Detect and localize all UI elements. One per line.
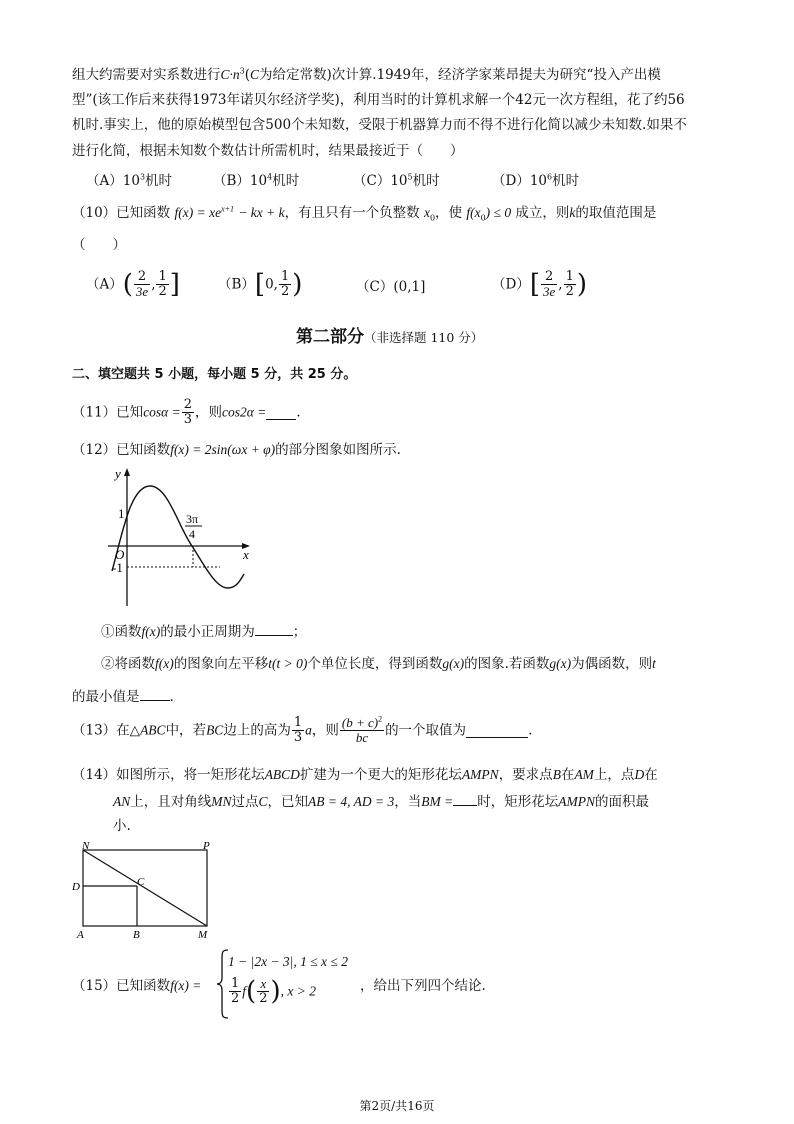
q13: （13）在△ABC中，若BC边上的高为 $\frac{1}{3}$ a，则 $\frac{(b + c)^2}{bc}$ 的一个取值为 . xyxy=(72,714,533,745)
q12-stem: （12）已知函数f(x) = 2sin(ωx + φ)的部分图象如图所示. xyxy=(72,442,401,458)
section2-title: 二、填空题共 5 小题，每小题 5 分，共 25 分。 xyxy=(72,367,357,382)
q12-sub2-line2: 的最小值是 . xyxy=(72,686,174,706)
page-footer: 第2页/共16页 xyxy=(359,1099,435,1113)
q11: （11）已知cosα = $\frac{2}{3}$ ，则cos2α = . xyxy=(72,397,301,427)
q12-sub2: ②将函数f(x)的图象向左平移t(t > 0)个单位长度，得到函数g(x)的图象.若函数g(x)为偶函数，则t xyxy=(101,656,656,672)
q10-stem: （10）已知函数 $f(x) = xe^{x+1}$ − kx + k，有且只有一个负整数 $x_0$，使 $f(x_0) \le 0$ 成立，则k的取值范围是 xyxy=(72,204,657,223)
q12-sub1: ①函数f(x)的最小正周期为 ； xyxy=(101,621,306,641)
q15-prefix: （15）已知函数f(x) = xyxy=(72,978,202,994)
label-C: C xyxy=(137,876,145,888)
q12-graph xyxy=(100,466,260,611)
neg-one-label: -1 xyxy=(112,560,123,575)
q14-line2: AN上，且对角线MN过点C，已知AB = 4, AD = 3，当BM = 时，矩形花坛AMPN的面积最 xyxy=(113,791,649,811)
q15-case2: $\frac{1}{2}$ f( $\frac{x}{2}$ ), x > 2 xyxy=(231,976,316,1007)
y-axis-arrow xyxy=(124,468,130,476)
q10-option-d: （D）[ $\frac{2}{3e}$ , $\frac{1}{2}$ ) xyxy=(492,269,587,300)
q10-option-a: （A）( $\frac{2}{3e}$ , $\frac{1}{2}$ ] xyxy=(86,269,180,300)
sine-curve xyxy=(112,486,244,588)
tick-3pi-label: 3π xyxy=(186,512,199,526)
q9-line1: 组大约需要对实系数进行$C\cdot n^3(C$为给定常数)次计算.1949年，经济学家莱昂提夫为研究“投入产出模 xyxy=(72,66,661,83)
q14-line3: 小. xyxy=(113,818,131,834)
q9-option-d: $(D)10^6$机时 xyxy=(492,172,580,189)
x-label: x xyxy=(243,547,249,562)
q9-option-b: $(B)10^4$机时 xyxy=(213,172,300,189)
tick-4-label: 4 xyxy=(189,527,195,541)
q9-option-c: $(C)10^5$机时 xyxy=(353,172,440,189)
q10-option-c: （C）(0,1] xyxy=(356,279,426,295)
y-label: y xyxy=(115,466,121,481)
label-A: A xyxy=(77,929,84,941)
label-M: M xyxy=(198,929,208,941)
one-label: 1 xyxy=(118,506,125,521)
label-N: N xyxy=(82,840,90,852)
part2-title: 第二部分（非选择题 110 分） xyxy=(296,327,484,347)
q14-diagram xyxy=(72,840,222,942)
q9-line2: 型”(该工作后来获得1973年诺贝尔经济学奖)，利用当时的计算机求解一个42元一次方程组，花了约56 xyxy=(72,92,685,108)
label-P: P xyxy=(203,840,210,852)
q9-line4: 进行化简，根据未知数个数估计所需机时，结果最接近于（ ） xyxy=(72,143,464,159)
q15-case1: 1 − |2x − 3|, 1 ≤ x ≤ 2 xyxy=(228,954,348,969)
q9-option-a: $(A)10^3$机时 xyxy=(86,172,173,189)
label-D: D xyxy=(72,881,80,893)
diagonal-nm xyxy=(83,850,207,926)
q10-paren: （ ） xyxy=(72,237,126,253)
label-B: B xyxy=(133,929,140,941)
q15-tail: ，给出下列四个结论. xyxy=(360,978,486,994)
q9-line3: 机时.事实上，他的原始模型包含500个未知数，受限于机器算力而不得不进行化简以减少未知数.如果不 xyxy=(72,117,687,133)
q14-line1: （14）如图所示，将一矩形花坛ABCD扩建为一个更大的矩形花坛AMPN，要求点B在AM上，点D在 xyxy=(72,767,658,783)
origin-label: O xyxy=(115,547,125,562)
q10-option-b: （B）[0, $\frac{1}{2}$ ) xyxy=(218,269,303,300)
